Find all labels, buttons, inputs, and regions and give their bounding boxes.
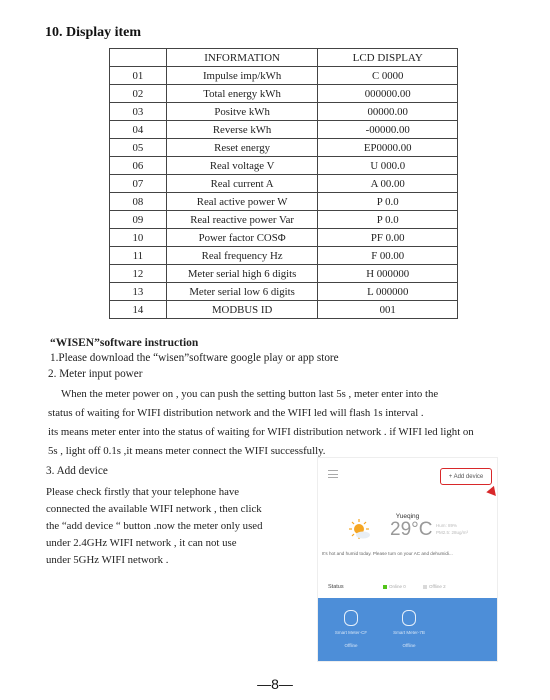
lcd-display-cell: 001 xyxy=(318,301,458,319)
table-row xyxy=(110,211,458,229)
offline-dot-icon xyxy=(423,585,427,589)
pm25-text: PM2.5: 28ug/m³ xyxy=(436,530,469,535)
software-instruction-title: “WISEN”software instruction xyxy=(50,337,199,349)
step1-text: 1.Please download the “wisen”software google play or app store xyxy=(50,352,339,364)
table-row xyxy=(110,67,458,85)
information-cell: Real voltage V xyxy=(166,157,318,175)
table-row xyxy=(110,157,458,175)
row-number-cell: 11 xyxy=(110,247,167,265)
row-number-cell: 13 xyxy=(110,283,167,301)
step3-title: 3. Add device xyxy=(46,465,108,477)
add-device-instructions xyxy=(46,484,311,569)
table-row xyxy=(110,247,458,265)
device-card[interactable] xyxy=(380,598,438,661)
table-row xyxy=(110,85,458,103)
instruction-line: Please check firstly that your telephone have xyxy=(46,486,240,498)
row-number-cell: 07 xyxy=(110,175,167,193)
instruction-line: the “add device “ button .now the meter only used xyxy=(46,520,263,532)
paragraph-line: When the meter power on , you can push the setting button last 5s , meter enter into the xyxy=(61,388,439,400)
information-cell: Meter serial low 6 digits xyxy=(166,283,318,301)
information-cell: Real active power W xyxy=(166,193,318,211)
menu-icon[interactable] xyxy=(328,470,338,481)
lcd-display-cell: C 0000 xyxy=(318,67,458,85)
row-number-cell: 06 xyxy=(110,157,167,175)
information-cell: Reset energy xyxy=(166,139,318,157)
lcd-display-cell: EP0000.00 xyxy=(318,139,458,157)
online-label: Online 0 xyxy=(389,584,406,589)
partly-cloudy-icon xyxy=(348,518,372,542)
humidity-text: Hum: 89% xyxy=(436,523,458,528)
lcd-display-cell: U 000.0 xyxy=(318,157,458,175)
device-status: Offline xyxy=(402,643,416,648)
row-number-cell: 09 xyxy=(110,211,167,229)
row-number-cell: 12 xyxy=(110,265,167,283)
row-number-cell: 03 xyxy=(110,103,167,121)
instruction-line: connected the available WIFI network , then click xyxy=(46,503,262,515)
paragraph-line: its means meter enter into the status of waiting for WIFI distribution network . if WIFI led light on xyxy=(48,426,474,438)
weather-city: Yueqing xyxy=(395,513,420,520)
meter-icon xyxy=(402,610,416,626)
information-cell: MODBUS ID xyxy=(166,301,318,319)
lcd-display-cell: P 0.0 xyxy=(318,211,458,229)
lcd-display-cell: H 000000 xyxy=(318,265,458,283)
table-row xyxy=(110,301,458,319)
pointer-arrow-icon xyxy=(486,486,497,499)
lcd-display-cell: PF 0.00 xyxy=(318,229,458,247)
instruction-line: under 2.4GHz WIFI network , it can not use xyxy=(46,537,237,549)
table-row xyxy=(110,265,458,283)
information-cell: Real frequency Hz xyxy=(166,247,318,265)
section-title: 10. Display item xyxy=(45,25,142,40)
information-cell: Real current A xyxy=(166,175,318,193)
paragraph-line: status of waiting for WIFI distribution network and the WIFI led will flash 1s interval . xyxy=(48,407,424,419)
row-number-cell: 10 xyxy=(110,229,167,247)
table-row xyxy=(110,175,458,193)
step2-text: 2. Meter input power xyxy=(48,368,143,380)
lcd-display-cell: 000000.00 xyxy=(318,85,458,103)
lcd-display-cell: L 000000 xyxy=(318,283,458,301)
app-screenshot xyxy=(318,458,497,661)
add-device-button[interactable]: + Add device xyxy=(440,468,492,485)
information-cell: Positve kWh xyxy=(166,103,318,121)
row-number-cell: 02 xyxy=(110,85,167,103)
table-header-cell xyxy=(110,49,167,67)
information-cell: Power factor COSΦ xyxy=(166,229,318,247)
information-cell: Reverse kWh xyxy=(166,121,318,139)
table-row xyxy=(110,229,458,247)
table-row xyxy=(110,193,458,211)
lcd-display-cell: F 00.00 xyxy=(318,247,458,265)
online-dot-icon xyxy=(383,585,387,589)
table-row xyxy=(110,283,458,301)
offline-count xyxy=(423,584,446,589)
information-cell: Meter serial high 6 digits xyxy=(166,265,318,283)
row-number-cell: 14 xyxy=(110,301,167,319)
table-header-cell: INFORMATION xyxy=(166,49,318,67)
weather-tip: It's hot and humid today. Please turn on your AC and dehumidi... xyxy=(322,551,453,556)
table-row xyxy=(110,121,458,139)
display-items-table xyxy=(109,48,458,319)
table-header-cell: LCD DISPLAY xyxy=(318,49,458,67)
device-status: Offline xyxy=(344,643,358,648)
table-header-row xyxy=(110,49,458,67)
weather-details xyxy=(436,522,468,536)
meter-icon xyxy=(344,610,358,626)
offline-label: Offline 2 xyxy=(429,584,446,589)
instruction-line: under 5GHz WIFI network . xyxy=(46,554,169,566)
page-number: —8— xyxy=(257,676,293,692)
status-label: Status xyxy=(328,584,344,590)
device-name: Smart Meter-7B xyxy=(393,630,425,635)
lcd-display-cell: P 0.0 xyxy=(318,193,458,211)
device-card[interactable] xyxy=(322,598,380,661)
online-count xyxy=(383,584,406,589)
information-cell: Real reactive power Var xyxy=(166,211,318,229)
table-row xyxy=(110,103,458,121)
information-cell: Total energy kWh xyxy=(166,85,318,103)
power-on-paragraph xyxy=(48,385,528,461)
row-number-cell: 04 xyxy=(110,121,167,139)
lcd-display-cell: 00000.00 xyxy=(318,103,458,121)
row-number-cell: 05 xyxy=(110,139,167,157)
temperature-value: 29°C xyxy=(390,519,433,540)
row-number-cell: 01 xyxy=(110,67,167,85)
paragraph-line: 5s , light off 0.1s ,it means meter connect the WIFI successfully. xyxy=(48,445,326,457)
device-panel xyxy=(318,598,497,661)
lcd-display-cell: A 00.00 xyxy=(318,175,458,193)
table-row xyxy=(110,139,458,157)
lcd-display-cell: -00000.00 xyxy=(318,121,458,139)
row-number-cell: 08 xyxy=(110,193,167,211)
table-body xyxy=(110,67,458,319)
information-cell: Impulse imp/kWh xyxy=(166,67,318,85)
device-name: Smart Meter-CF xyxy=(334,630,368,635)
